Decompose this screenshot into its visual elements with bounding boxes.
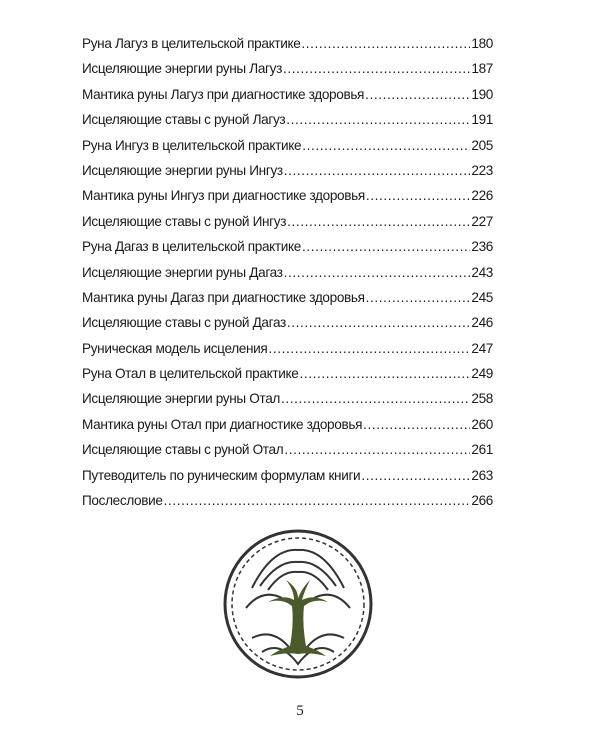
toc-entry-page: 190: [471, 86, 493, 102]
toc-entry-page: 266: [471, 493, 493, 509]
toc-entry-title: Исцеляющие ставы с руной Дагаз: [82, 315, 286, 331]
toc-entry-title: Мантика руны Отал при диагностике здоровья: [82, 416, 363, 432]
toc-entry-page: 226: [471, 188, 493, 204]
toc-entry: [82, 493, 493, 518]
toc-entry: [82, 61, 493, 86]
dot-leader: [287, 315, 470, 330]
toc-entry-page: 187: [471, 61, 493, 77]
toc-entry-title: Исцеляющие энергии руны Дагаз: [82, 264, 283, 280]
toc-entry-page: 205: [471, 137, 493, 153]
toc-entry: [82, 138, 493, 163]
toc-entry-page: 191: [471, 112, 493, 128]
toc-entry-title: Руна Ингуз в целительской практике: [82, 137, 302, 153]
dot-leader: [281, 391, 470, 406]
toc-entry: [82, 290, 493, 315]
toc-entry-title: Исцеляющие ставы с руной Ингуз: [82, 213, 287, 229]
dot-leader: [284, 163, 471, 178]
toc-entry-page: 247: [471, 340, 493, 356]
dot-leader: [283, 61, 470, 76]
toc-entry: [82, 265, 493, 290]
toc-entry-page: 236: [471, 239, 493, 255]
toc-entry: [82, 188, 493, 213]
dot-leader: [365, 87, 470, 102]
dot-leader: [361, 468, 470, 483]
toc-entry: [82, 341, 493, 366]
dot-leader: [164, 493, 471, 508]
toc-entry-page: 261: [471, 442, 493, 458]
dot-leader: [366, 290, 471, 305]
toc-entry-page: 263: [471, 467, 493, 483]
toc-entry-page: 260: [471, 416, 493, 432]
page-number: 5: [296, 703, 304, 719]
toc-entry-title: Исцеляющие ставы с руной Лагуз: [82, 112, 286, 128]
toc-entry: [82, 417, 493, 442]
toc-entry-title: Мантика руны Ингуз при диагностике здоровья: [82, 188, 365, 204]
toc-entry-title: Послесловие: [82, 493, 163, 509]
toc-entry-title: Мантика руны Дагаз при диагностике здоровья: [82, 289, 365, 305]
dot-leader: [268, 341, 470, 356]
table-of-contents: [82, 36, 493, 518]
toc-entry-title: Исцеляющие энергии руны Ингуз: [82, 162, 283, 178]
toc-entry-page: 245: [471, 289, 493, 305]
toc-entry: [82, 468, 493, 493]
dot-leader: [284, 265, 471, 280]
dot-leader: [302, 138, 470, 153]
toc-entry-title: Руна Дагаз в целительской практике: [82, 239, 302, 255]
toc-entry-title: Путеводитель по руническим формулам книги: [82, 467, 361, 483]
toc-entry-title: Руна Лагуз в целительской практике: [82, 36, 301, 51]
tree-of-life-icon: [222, 528, 374, 680]
toc-entry: [82, 36, 493, 61]
dot-leader: [286, 112, 470, 127]
toc-entry: [82, 87, 493, 112]
toc-entry-title: Исцеляющие ставы с руной Отал: [82, 442, 284, 458]
toc-entry: [82, 366, 493, 391]
toc-entry-title: Исцеляющие энергии руны Лагуз: [82, 61, 282, 77]
dot-leader: [287, 214, 470, 229]
toc-entry-page: 243: [471, 264, 493, 280]
dot-leader: [301, 36, 470, 51]
toc-entry-title: Мантика руны Лагуз при диагностике здоровья: [82, 86, 365, 102]
toc-entry-title: Руническая модель исцеления: [82, 340, 268, 356]
dot-leader: [302, 239, 470, 254]
toc-entry: [82, 239, 493, 264]
toc-entry-page: 227: [471, 213, 493, 229]
dot-leader: [366, 188, 470, 203]
dot-leader: [284, 442, 470, 457]
toc-entry-page: 249: [471, 366, 493, 382]
toc-entry: [82, 391, 493, 416]
dot-leader: [363, 417, 470, 432]
toc-entry-title: Исцеляющие энергии руны Отал: [82, 391, 280, 407]
toc-entry: [82, 214, 493, 239]
toc-entry-page: 180: [471, 36, 493, 51]
toc-entry: [82, 442, 493, 467]
toc-entry-page: 223: [471, 162, 493, 178]
toc-entry: [82, 163, 493, 188]
toc-entry-page: 258: [471, 391, 493, 407]
dot-leader: [299, 366, 470, 381]
toc-entry: [82, 112, 493, 137]
toc-entry: [82, 315, 493, 340]
toc-entry-page: 246: [471, 315, 493, 331]
toc-entry-title: Руна Отал в целительской практике: [82, 366, 299, 382]
